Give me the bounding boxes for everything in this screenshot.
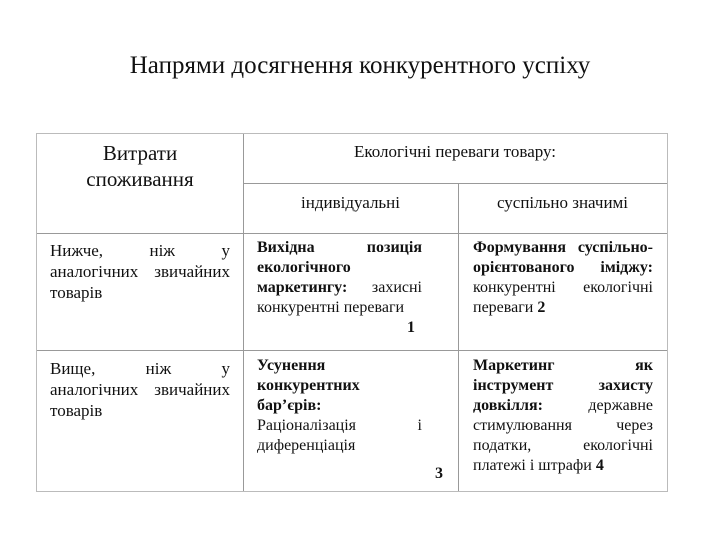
cell-2 <box>473 238 653 318</box>
cell-text: Раціоналізація і диференціація <box>257 417 422 454</box>
cell-text: захисні конкурентні переваги <box>257 279 422 316</box>
cell-number: 1 <box>407 319 415 336</box>
cell-text: конкурентні екологічні переваги <box>473 279 653 316</box>
divider <box>458 184 459 491</box>
divider <box>37 233 667 234</box>
row-label-lower: Нижче, ніж у аналогічних звичайних товарів <box>50 241 230 302</box>
cell-3 <box>257 356 422 456</box>
sub-header-social: суспільно значимі <box>496 193 629 212</box>
divider <box>243 134 244 491</box>
cell-number: 4 <box>595 457 604 474</box>
divider <box>37 350 667 351</box>
group-header: Екологічні переваги товару: <box>353 142 557 161</box>
cell-1 <box>257 238 422 318</box>
col-header-costs: Витрати споживання <box>86 141 194 191</box>
divider <box>243 183 667 184</box>
cell-heading: Усунення конкурентних бар’єрів: <box>257 357 360 414</box>
cell-number: 2 <box>537 299 546 316</box>
cell-number: 3 <box>435 465 443 482</box>
sub-header-individual: індивідуальні <box>301 193 400 212</box>
row-label-higher: Вище, ніж у аналогічних звичайних товарів <box>50 359 230 420</box>
directions-table <box>36 133 668 492</box>
cell-heading: Маркетинг як інструмент захисту довкілля: <box>473 357 653 414</box>
slide-title: Напрями досягнення конкурентного успіху <box>129 52 591 79</box>
cell-heading: Формування суспільно-орієнтованого іміджу: <box>473 239 653 276</box>
cell-heading: Вихідна позиція екологічного маркетингу: <box>257 239 422 296</box>
cell-text: державне стимулювання через податки, екологічні платежі і штрафи <box>473 397 653 474</box>
cell-4 <box>473 356 653 476</box>
